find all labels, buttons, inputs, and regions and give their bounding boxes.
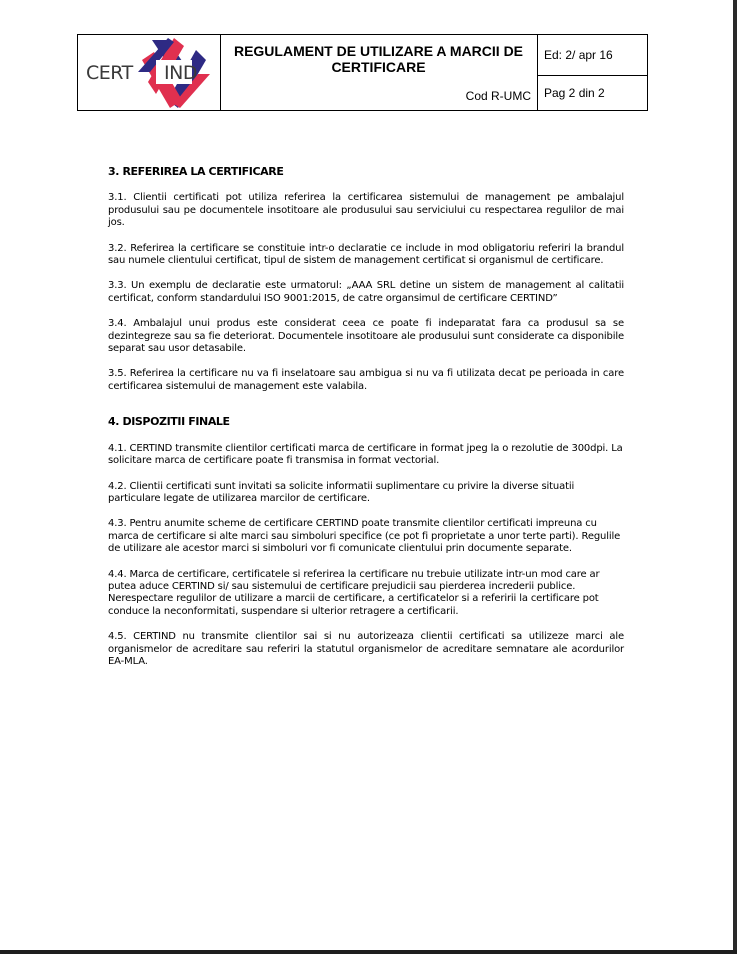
document-code: Cod R-UMC — [465, 89, 531, 103]
section-heading-4: 4. DISPOZITII FINALE — [108, 415, 230, 429]
page-edge-bottom — [0, 950, 737, 954]
document-body — [108, 166, 624, 668]
paragraph-3-5: 3.5. Referirea la certificare nu va fi inselatoare sau ambigua si nu va fi utilizata decat pe perioada in care certificarea sistemului de management este valabila. — [108, 368, 624, 392]
paragraph-3-3: 3.3. Un exemplu de declaratie este urmatorul: „AAA SRL detine un sistem de management al calitatii certificat, conform standardului ISO 9001:2015, de catre organsimul de certificare CERTIND” — [108, 280, 624, 304]
paragraph-3-2: 3.2. Referirea la certificare se constituie intr-o declaratie ce include in mod obligatoriu referiri la brandul sau numele clientului certificat, tipul de sistem de management certificat si organismul de certificare. — [108, 242, 624, 267]
paragraph-4-1: 4.1. CERTIND transmite clientilor certificati marca de certificare in format jpeg la o rezolutie de 300dpi. La solicitare marca de certificare poate fi transmisa in format vectorial. — [108, 442, 623, 467]
section-heading-3: 3. REFERIREA LA CERTIFICARE — [108, 165, 284, 178]
edition-label: Ed: 2/ apr 16 — [538, 35, 648, 76]
document-header-table — [77, 34, 648, 111]
logo-text-cert: CERT — [86, 62, 133, 84]
meta-cell — [538, 35, 648, 110]
paragraph-4-3: 4.3. Pentru anumite scheme de certificare CERTIND poate transmite clientilor certificati impreuna cu marca de certificare si alte marci sau simboluri specifice (ce pot fi proprietate a unor terte parti). Regulile de utilizare ale acestor marci si simboluri vor fi comunicate clientului prin documente separate. — [108, 518, 621, 555]
paragraph-3-1: 3.1. Clientii certificati pot utiliza referirea la certificarea sistemului de management pe ambalajul produsului sau pe documentele insotitoare ale produsului sau serviciului cu respectarea regulilor de mai jos. — [108, 192, 624, 229]
page-edge-right — [733, 0, 737, 954]
paragraph-4-2: 4.2. Clientii certificati sunt invitati sa solicite informatii suplimentare cu privire la diverse situatii particulare legate de utilizarea marcilor de certificare. — [108, 480, 575, 504]
document-title: REGULAMENT DE UTILIZARE A MARCII DE CERTIFICARE — [233, 43, 524, 75]
logo-text-ind: IND — [164, 62, 197, 84]
paragraph-4-4: 4.4. Marca de certificare, certificatele si referirea la certificare nu trebuie utilizate intr-un mod care ar putea aduce CERTIND si/ sau sistemului de certificare prejudicii sau pierderea increderii publice. Nerespectare regulilor de utilizare a marcii de certificare, a certificatelor si a referirii la certificare pot conduce la neconformitati, suspendare si ulterior retragere a certificarii. — [108, 568, 600, 617]
page-number-label: Pag 2 din 2 — [544, 86, 605, 100]
title-cell — [220, 35, 538, 110]
paragraph-4-5: 4.5. CERTIND nu transmite clientilor sai si nu autorizeaza clientii certificati sa utilizeze marci ale organismelor de acreditare sau referiri la statutul organismelor de acreditare semnatare ale acordurilor EA-MLA. — [108, 631, 624, 667]
logo-cell — [78, 35, 221, 110]
paragraph-3-4: 3.4. Ambalajul unui produs este considerat ceea ce poate fi indeparatat fara ca produsul sa se dezintegreze sau sa fie deteriorat. Documentele insotitoare ale produsului sunt considerate ca disponibile separat sau usor detasabile. — [108, 318, 624, 355]
